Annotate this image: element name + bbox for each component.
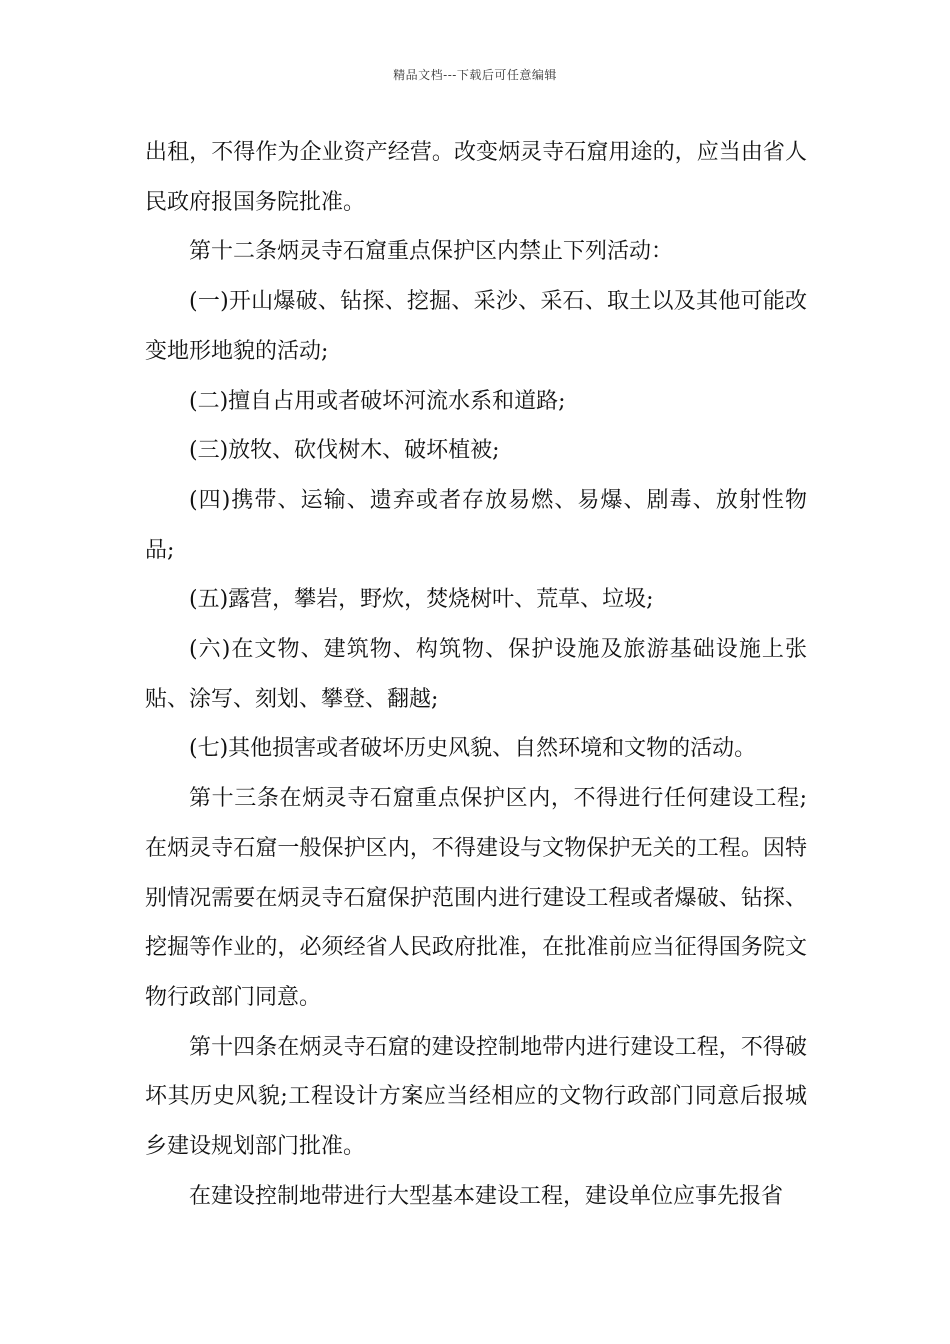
paragraph: (一)开山爆破、钻探、挖掘、采沙、采石、取土以及其他可能改变地形地貌的活动; xyxy=(145,289,807,364)
paragraph: 出租，不得作为企业资产经营。改变炳灵寺石窟用途的，应当由省人民政府报国务院批准。 xyxy=(145,140,807,215)
paragraph: (七)其他损害或者破坏历史风貌、自然环境和文物的活动。 xyxy=(189,736,757,762)
paragraph: (二)擅自占用或者破坏河流水系和道路; xyxy=(189,388,566,414)
paragraph: 在建设控制地带进行大型基本建设工程，建设单位应事先报省 xyxy=(189,1183,784,1209)
paragraph: (六)在文物、建筑物、构筑物、保护设施及旅游基础设施上张贴、涂写、刻划、攀登、翻越; xyxy=(145,637,807,712)
paragraph: (三)放牧、砍伐树木、破坏植被; xyxy=(189,438,500,464)
document-body xyxy=(145,128,807,1221)
paragraph: 第十三条在炳灵寺石窟重点保护区内，不得进行任何建设工程;在炳灵寺石窟一般保护区内，不得建设与文物保护无关的工程。因特别情况需要在炳灵寺石窟保护范围内进行建设工程或者爆破、钻探、挖掘等作业的，必须经省人民政府批准，在批准前应当征得国务院文物行政部门同意。 xyxy=(145,786,807,1010)
paragraph: 第十四条在炳灵寺石窟的建设控制地带内进行建设工程，不得破坏其历史风貌;工程设计方案应当经相应的文物行政部门同意后报城乡建设规划部门批准。 xyxy=(145,1034,807,1160)
paragraph: (五)露营，攀岩，野炊，焚烧树叶、荒草、垃圾; xyxy=(189,587,654,613)
paragraph: 第十二条炳灵寺石窟重点保护区内禁止下列活动： xyxy=(189,239,674,265)
page-header: 精品文档---下载后可任意编辑 xyxy=(393,68,557,82)
paragraph: (四)携带、运输、遗弃或者存放易燃、易爆、剧毒、放射性物品; xyxy=(145,487,807,563)
